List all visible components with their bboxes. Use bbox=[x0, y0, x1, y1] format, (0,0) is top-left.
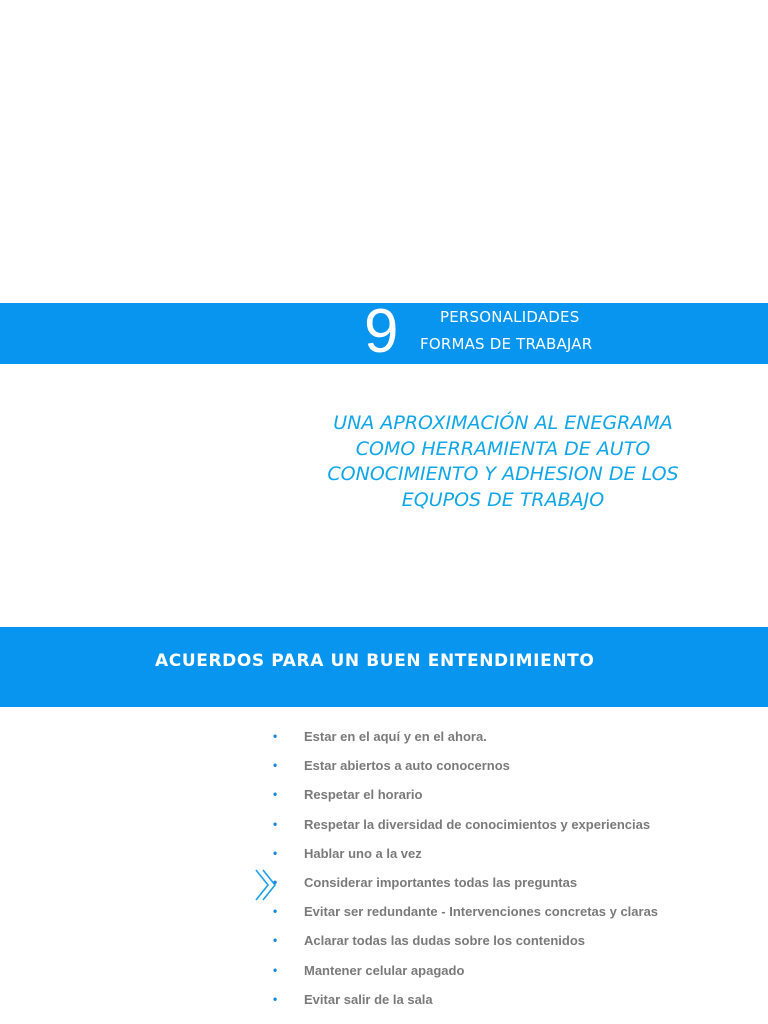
subtitle-line: UNA APROXIMACIÓN AL ENEGRAMA bbox=[333, 412, 673, 434]
bullet: • bbox=[273, 933, 278, 948]
bullet: • bbox=[273, 904, 278, 919]
list-item-text: Mantener celular apagado bbox=[304, 962, 465, 978]
list-item-text: Respetar el horario bbox=[304, 787, 423, 803]
cover-subtitle bbox=[305, 411, 701, 513]
list-item-text: Considerar importantes todas las preguntas bbox=[304, 874, 578, 890]
band-line-personalidades: PERSONALIDADES bbox=[440, 308, 580, 326]
subtitle-line: COMO HERRAMIENTA DE AUTO bbox=[355, 437, 651, 460]
band-line-formas: FORMAS DE TRABAJAR bbox=[420, 335, 593, 353]
list-item-text: Aclarar todas las dudas sobre los contenidos bbox=[304, 933, 586, 949]
list-item-text: Respetar la diversidad de conocimientos y experiencias bbox=[304, 816, 651, 832]
list-item-text: Evitar ser redundante - Intervenciones concretas y claras bbox=[304, 904, 659, 920]
bullet: • bbox=[273, 758, 278, 773]
list-item-text: Estar en el aquí y en el ahora. bbox=[304, 729, 487, 744]
subtitle-line: CONOCIMIENTO Y ADHESION DE LOS bbox=[327, 463, 679, 485]
list-item-text: Estar abiertos a auto conocernos bbox=[304, 758, 510, 774]
big-number: 9 bbox=[364, 297, 399, 366]
agreements-title: ACUERDOS PARA UN BUEN ENTENDIMIENTO bbox=[155, 651, 595, 671]
bullet: • bbox=[273, 816, 278, 831]
bullet: • bbox=[273, 874, 278, 889]
agreements-slide bbox=[0, 614, 768, 1024]
bullet: • bbox=[273, 845, 278, 860]
list-item-text: Hablar uno a la vez bbox=[304, 845, 422, 861]
bullet: • bbox=[273, 729, 278, 743]
subtitle-line: EQUPOS DE TRABAJO bbox=[401, 488, 605, 511]
bullet: • bbox=[273, 962, 278, 977]
bullet: • bbox=[273, 787, 278, 802]
list-item-text: Evitar salir de la sala bbox=[304, 991, 433, 1007]
bullet: • bbox=[273, 991, 278, 1006]
